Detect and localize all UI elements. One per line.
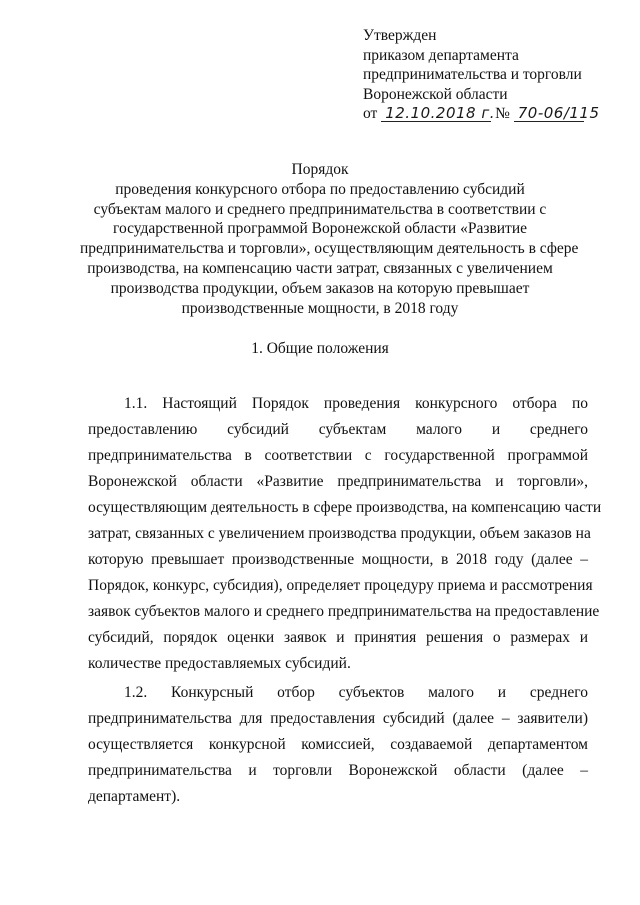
- paragraph-line: количестве предоставляемых субсидий.: [88, 655, 351, 672]
- paragraph-line: Порядок, конкурс, субсидия), определяет процедуру приема и рассмотрения: [88, 577, 593, 594]
- approval-stamp: [363, 26, 600, 124]
- paragraph-line: заявок субъектов малого и среднего предпринимательства на предоставление: [88, 603, 600, 620]
- title-line: субъектам малого и среднего предпринимательства в соответствии с: [93, 200, 547, 218]
- title-line: производства, на компенсацию части затрат, связанных с увеличением: [87, 259, 553, 277]
- approval-date-number-line: [363, 104, 600, 124]
- document-title: [80, 160, 579, 318]
- paragraph-line: предпринимательства и торговли Воронежской области (далее –: [88, 762, 588, 779]
- approval-date-handwritten: 12.10.2018 г.: [381, 105, 491, 122]
- paragraph-line: 1.1. Настоящий Порядок проведения конкурсного отбора по: [124, 395, 588, 412]
- approval-line-2: приказом департамента: [363, 46, 519, 64]
- paragraph-line: затрат, связанных с увеличением производства продукции, объем заказов на: [88, 525, 591, 542]
- approval-from-label: от: [363, 105, 378, 122]
- approval-number-label: №: [495, 105, 510, 122]
- paragraph-line: предпринимательства для предоставления субсидий (далее – заявители): [88, 710, 588, 727]
- paragraph-line: предоставлению субсидий субъектам малого и среднего: [88, 421, 588, 438]
- paragraph-line: субсидий, порядок оценки заявок и принятия решения о размерах и: [88, 629, 588, 646]
- paragraph-line: 1.2. Конкурсный отбор субъектов малого и среднего: [124, 684, 588, 701]
- title-line: проведения конкурсного отбора по предоставлению субсидий: [115, 180, 525, 198]
- paragraph-line: осуществляющим деятельность в сфере производства, на компенсацию части: [88, 499, 602, 516]
- approval-line-3: предпринимательства и торговли: [363, 66, 582, 83]
- title-line: предпринимательства и торговли», осуществляющим деятельность в сфере: [80, 240, 579, 258]
- paragraph-line: предпринимательства в соответствии с государственной программой: [88, 447, 588, 464]
- section-heading: 1. Общие положения: [251, 340, 389, 357]
- paragraph-line: которую превышает производственные мощности, в 2018 году (далее –: [88, 551, 588, 568]
- approval-line-1: Утвержден: [363, 27, 437, 44]
- paragraph-line: департамент).: [88, 788, 181, 805]
- title-line: производственные мощности, в 2018 году: [181, 299, 459, 317]
- approval-number-handwritten: 70-06/115: [514, 105, 584, 122]
- title-line: производства продукции, объем заказов на которую превышает: [110, 279, 530, 297]
- approval-line-4: Воронежской области: [363, 85, 508, 103]
- paragraph-line: осуществляется конкурсной комиссией, создаваемой департаментом: [88, 736, 588, 753]
- title-line: государственной программой Воронежской области «Развитие: [112, 220, 528, 238]
- paragraph-line: Воронежской области «Развитие предпринимательства и торговли»,: [88, 473, 588, 490]
- title-heading: Порядок: [291, 161, 349, 178]
